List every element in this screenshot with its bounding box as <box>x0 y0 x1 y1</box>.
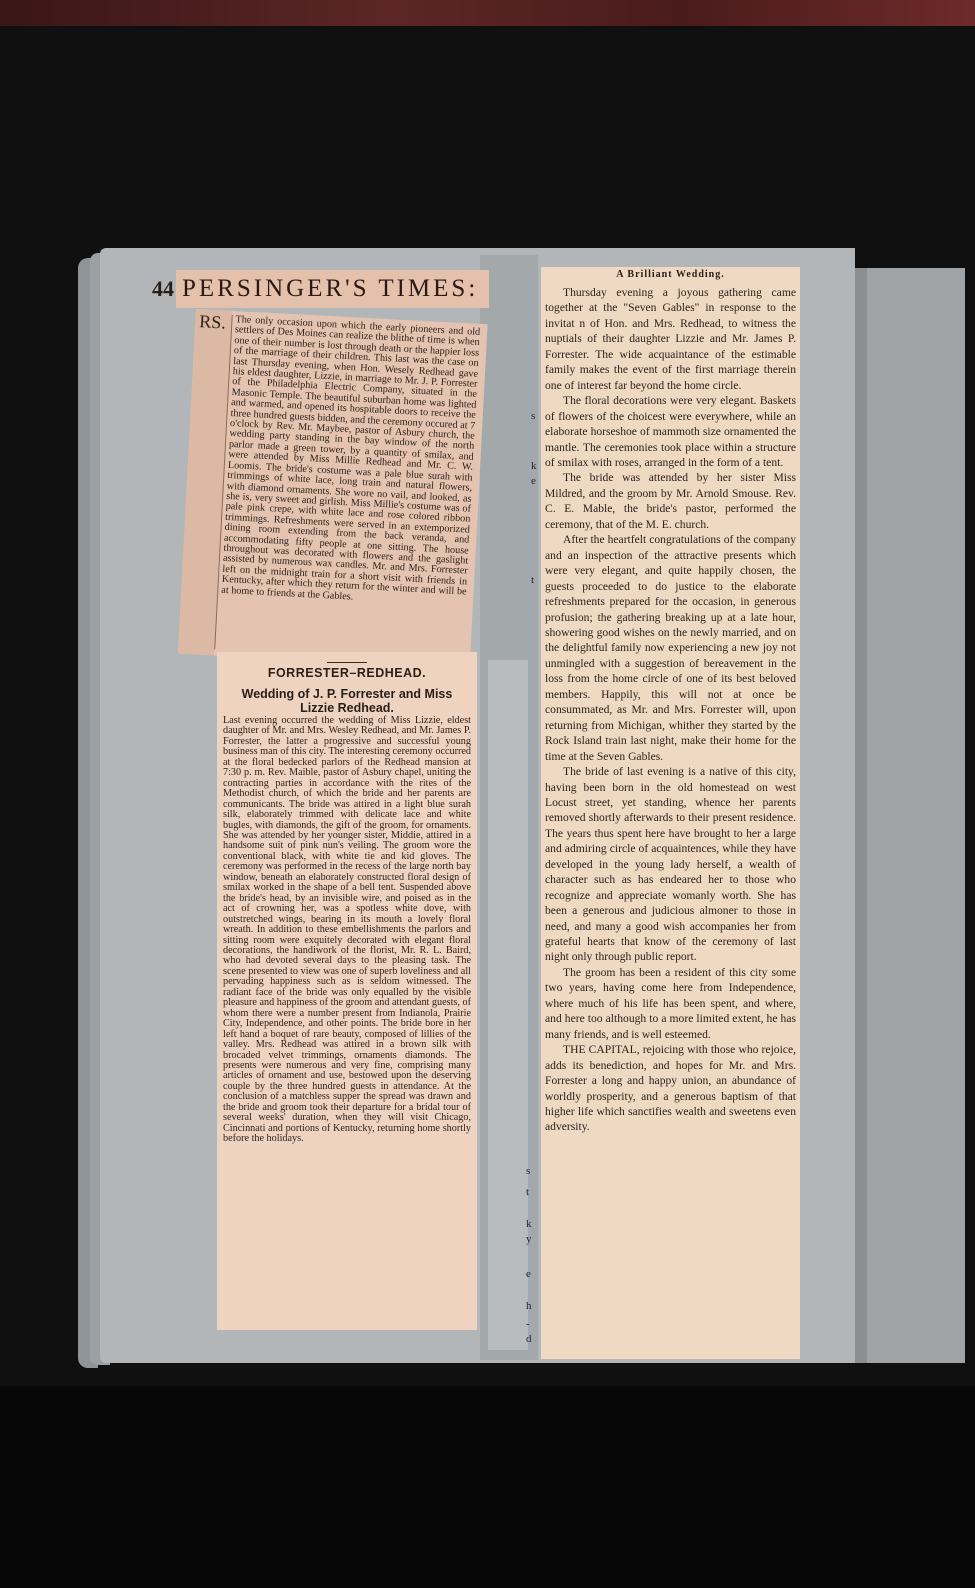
clipping-title: FORRESTER–REDHEAD. <box>267 666 427 680</box>
clipping-subtitle: Wedding of J. P. Forrester and Miss Lizzie Redhead. <box>241 687 453 715</box>
paragraph: The groom has been a resident of this city some two years, having come here from Independence, where much of his life has been spent, and where, and here too although to a more limited extent, he has many friends, and is well esteemed. <box>545 965 796 1041</box>
newspaper-masthead: PERSINGER'S TIMES: <box>176 270 489 308</box>
clipping-body <box>545 285 796 1135</box>
paragraph: The bride of last evening is a native of this city, having been born in the old homestead on west Locust street, yet standing, whence her parents removed shortly afterwards to their present residence. The years thus spent here have brought to her a large and admiring circle of acquaintences, while they have developed in the young lady herself, a wealth of character such as has endeared her to those who recognize and appreciate womanly worth. She has been a generous and judicious almoner to those in need, and many a good wish accompanies her from grateful hearts that know of the ceremony of last night only through public report. <box>545 765 796 964</box>
gutter-letter: t <box>526 1186 530 1198</box>
paragraph: After the heartfelt congratulations of the company and an inspection of the attractive presents which were very elegant, and quite happily chosen, the guests proceeded to do justice to the elaborate refreshments prepared for the occasion, in generous profusion; the gathering breaking up at a late hour, showering good wishes on the newly married, and on the delightful family now experiencing a new joy not unmingled with a suggestion of bereavement in the loss from the home circle of one of its best beloved members. Happily, this will not at once be consummated, as Mr. and Mrs. Forrester will, upon returning from Michigan, whither they started by the Rock Island train last night, make their home for the time at the Seven Gables. <box>545 533 796 763</box>
opposite-page <box>855 268 965 1363</box>
scanner-top-strip <box>0 0 975 26</box>
gutter-letter: e <box>526 1268 531 1280</box>
paragraph: Thursday evening a joyous gathering came together at the "Seven Gables" in response to the invitat n of Hon. and Mrs. Redhead, to witness the nuptials of their daughter Lizzie and Mr. James P. Forrester. The wide acquaintance of the estimable family makes the event of the first marriage therein one of interest far beyond the home circle. <box>545 286 796 392</box>
paragraph: The bride was attended by her sister Miss Mildred, and the groom by Mr. Arnold Smouse. Rev. C. E. Mable, the bride's pastor, performed the ceremony, that of the M. E. church. <box>545 471 796 531</box>
gutter-letter: h <box>526 1300 532 1312</box>
paragraph: The floral decorations were very elegant. Baskets of flowers of the choicest were everywhere, while an elaborate horseshoe of mammoth size ornamented the mantle. The ceremonies took place within a structure of smilax with roses, arranged in the form of a tent. <box>545 394 796 469</box>
opposite-page-fold <box>855 268 867 1363</box>
page-number: 44 <box>152 276 174 301</box>
scanner-bottom-area <box>0 1386 975 1588</box>
gutter-letter: d <box>526 1333 532 1345</box>
clipping-forrester-redhead <box>217 652 477 1330</box>
gutter-letter: - <box>526 1318 530 1330</box>
clipping-body: The only occasion upon which the early pioneers and old settlers of Des Moines can realize the blithe of time is when one of their number is lost through death or the happier loss of the marriage of their children. This last was the case on last Thursday evening, when Hon. Wesely Redhead gave his eldest daughter, Lizzie, in marriage to Mr. J. P. Forrester of the Philadelphia Electric Company, situated in the Masonic Temple. The beautiful suburban home was lighted and warmed, and opened its hospitable doors to receive the three hundred guests bidden, and the ceremony occured at 7 o'clock by Rev. Mr. Maybee, pastor of Asbury church, the wedding party standing in the bay window of the north parlor made a green tower, by a quantity of smilax, and were attended by Miss Millie Redhead and Mr. C. W. Loomis. The bride's costume was a pale blue surah with trimmings of white lace, long train and natural flowers, with diamond ornaments. She wore no vail, and looked, as she is, very sweet and girlish. Miss Millie's costume was of pale pink crepe, with white lace and rose colored ribbon trimmings. Refreshments were served in an extemporized dining room extending from the back veranda, and accommodating fifty people at one sitting. The house throughout was decorated with flowers and the gaslight assisted by numerous wax candles. Mr. and Mrs. Forrester left on the midnight train for a short visit with friends in Kentucky, after which they return for the winter and will be at home to friends at the Gables. <box>221 314 481 603</box>
gutter-letter: k <box>531 460 537 472</box>
gutter-letter: s <box>531 410 536 422</box>
edge-fragment-text: RS. <box>198 311 227 333</box>
clipping-brilliant-wedding <box>541 267 800 1359</box>
clipping-old-settlers <box>178 309 488 669</box>
gutter-letter: s <box>526 1165 531 1177</box>
gutter-letter: y <box>526 1233 532 1245</box>
gutter-clipping-remnant <box>488 660 531 1350</box>
gutter-letter: t <box>531 574 535 586</box>
paragraph: THE CAPITAL, rejoicing with those who rejoice, adds its benediction, and hopes for Mr. and Mrs. Forrester a long and happy union, an abundance of worldly prosperity, and a generous baptism of that higher life which sanctifies wealth and sweetens even adversity. <box>545 1043 796 1134</box>
gutter-letter: e <box>531 475 536 487</box>
clipping-title: A Brilliant Wedding. <box>616 269 725 280</box>
clipping-body: Last evening occurred the wedding of Miss Lizzie, eldest daughter of Mr. and Mrs. Wesley Redhead, and Mr. James P. Forrester, the latter a progressive and successful young business man of this city. The interesting ceremony occurred at the floral bedecked parlors of the Redhead mansion at 7:30 p. m. Rev. Maible, pastor of Asbury chapel, uniting the contracting parties in accordance with the rites of the Methodist church, of which the bride and her parents are communicants. The bride was attired in a light blue surah silk, elaborately trimmed with delicate lace and white bugles, with diamonds, the gift of the groom, for ornaments. She was attended by her younger sister, Middie, attired in a handsome suit of pink nun's veiling. The groom wore the conventional black, with white tie and kid gloves. The ceremony was performed in the recess of the large north bay window, beneath an elaborately constructed floral design of smilax worked in the shape of a bell tent. Suspended above the bride's head, by an invisible wire, and poised as in the act of crowning her, was a spotless white dove, with outstretched wings, bearing in its mouth a lovely floral wreath. In addition to these embellishments the parlors and sitting room were exquitely decorated with elegant floral decorations, the handiwork of the florist, Mr. R. L. Baird, who had devoted several days to the pleasing task. The scene presented to view was one of superb loveliness and all pervading happiness such as is seldom witnessed. The radiant face of the bride was only equalled by the visible pleasure and happiness of the groom and attendant guests, of whom there were a number present from Indianola, Prairie City, Independence, and other points. The bride bore in her left hand a boquet of rare beauty, composed of lillies of the valley. Mrs. Redhead was attired in a brown silk with brocaded velvet trimmings, ornaments diamonds. The presents were numerous and very fine, comprising many articles of ornament and use, bestowed upon the deserving couple by the three hundred guests in attendance. At the conclusion of a matchless supper the spread was drawn and the bride and groom took their departure for a bridal tour of several weeks' duration, when they will visit Chicago, Cincinnati and portions of Kentucky, returning home shortly before the holidays. <box>223 715 471 1145</box>
gutter-letter: k <box>526 1218 532 1230</box>
title-rule <box>327 662 367 663</box>
